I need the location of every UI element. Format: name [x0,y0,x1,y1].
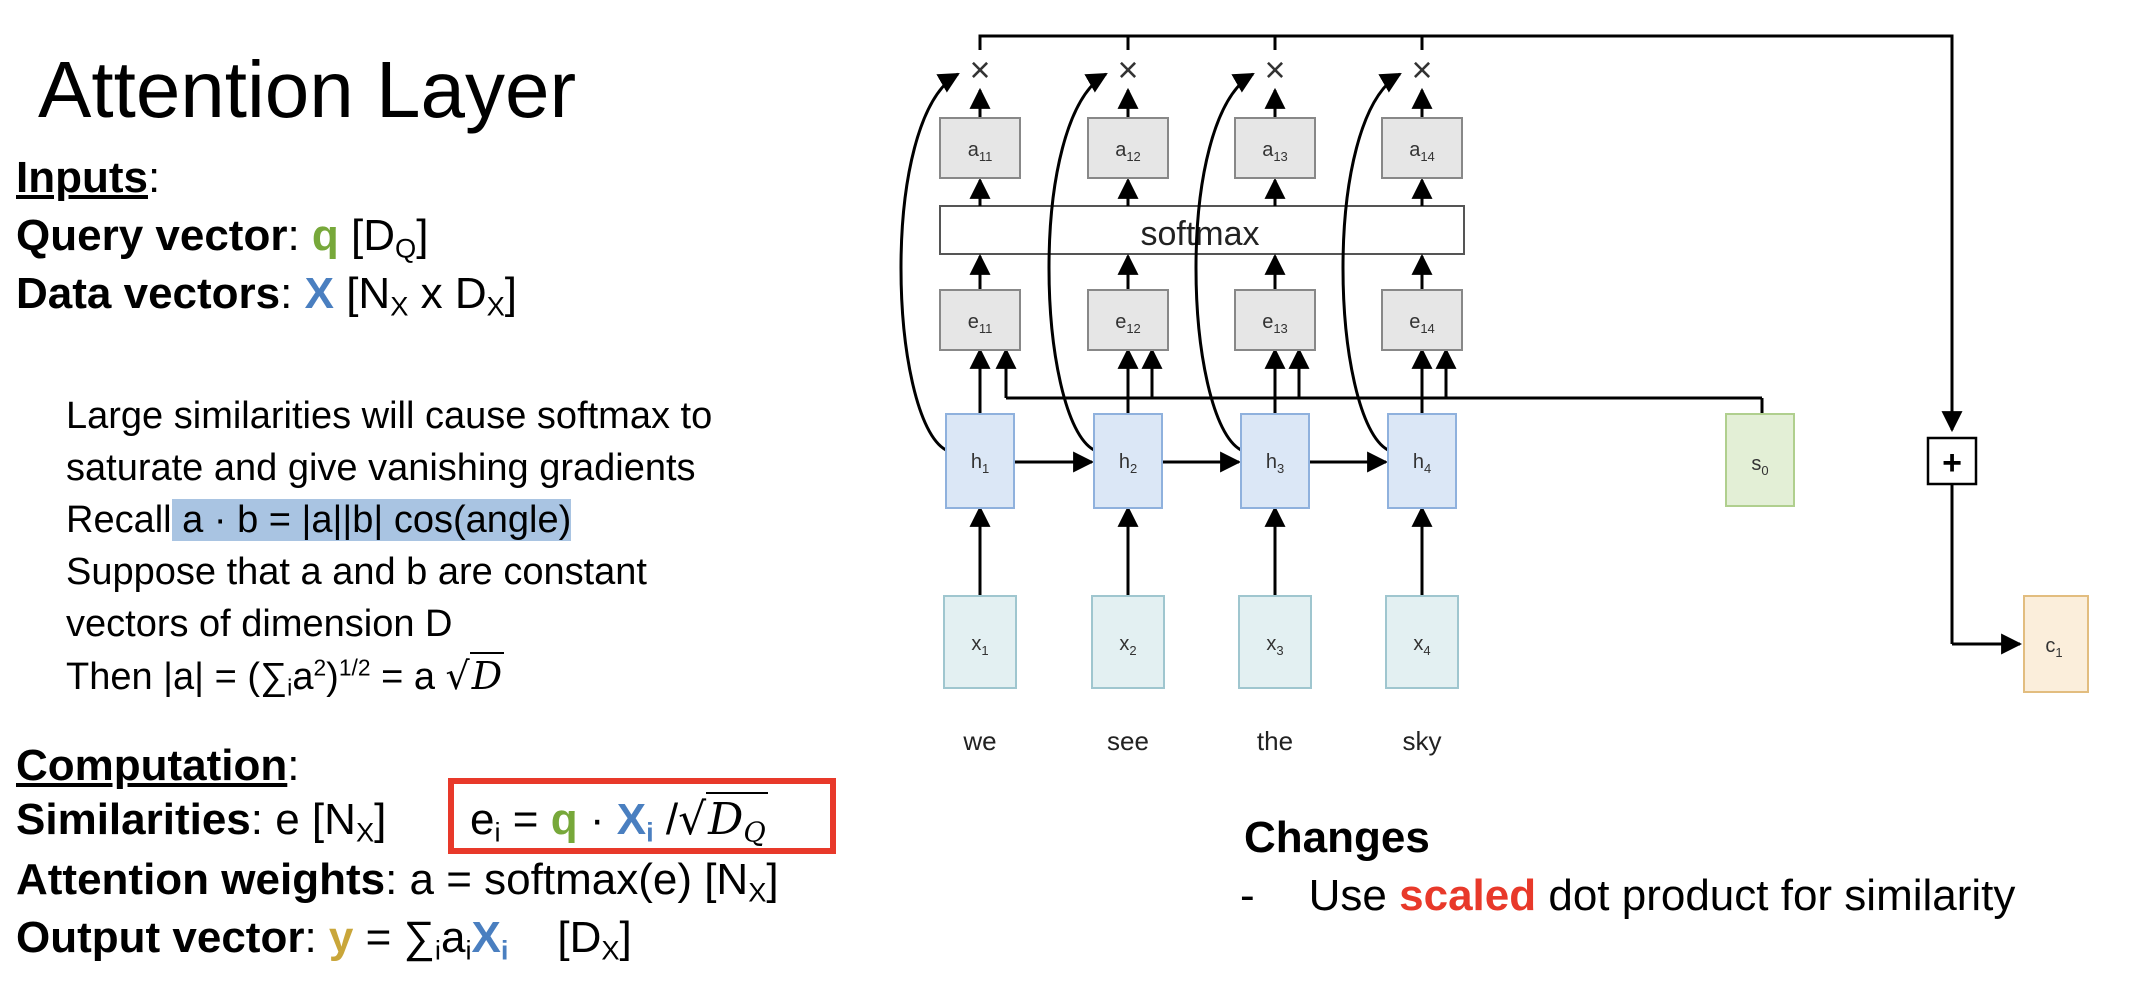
formula-eq: = [500,795,551,844]
output-y: y [328,913,354,962]
similarities-close: ] [374,795,387,844]
a3-box [1235,118,1315,178]
a2-box [1088,118,1168,178]
query-dim-close: ] [416,211,429,260]
note-line-5: vectors of dimension D [66,603,453,645]
a1-box [940,118,1020,178]
multiply-3-icon: × [1264,49,1286,90]
a1-label: $a_{11}$ [967,139,993,164]
a4-label: $a_{14}$ [1409,139,1435,164]
formula-x-sub: i [646,816,654,848]
data-sub2: X [486,290,505,322]
inputs-heading-line: Inputs: [16,153,161,202]
query-dim-open: [D [351,211,396,260]
c1-box [2024,596,2088,692]
softmax-label: softmax [1140,215,1260,253]
note-recall: Recall [66,499,172,541]
s0-label: $s_0$ [1751,453,1769,478]
cosine-formula-highlight: a · b = |a||b| cos(angle) [171,499,572,541]
output-a: a [440,913,466,962]
formula-q: q [550,795,578,844]
note-a: a [292,656,314,698]
c1-label: $c_1$ [2045,635,2063,660]
similarities-text: : e [N [250,795,356,844]
plus-label: + [1942,444,1962,482]
slide-title: Attention Layer [38,45,577,134]
similarities-label: Similarities [16,795,251,844]
x3-label: $x_3$ [1266,633,1284,658]
query-vector-line: Query vector: q $[D_Q]$ [16,211,429,264]
output-sub-i2: i [465,934,472,966]
attention-close: ] [766,855,779,904]
e1-box [940,290,1020,350]
sqrt-symbol: √ [445,654,470,698]
output-label: Output vector [16,913,305,962]
attention-sub: X [748,876,767,908]
attention-label: Attention weights [16,855,386,904]
note-line-1: Large similarities will cause softmax to [66,395,713,437]
computation-heading-line: Computation: [16,741,300,790]
output-dim: [D [508,913,602,962]
a4-box [1382,118,1462,178]
sqrt-radicand: D [471,654,503,698]
e2-label: $e_{12}$ [1115,311,1141,336]
inputs-heading: Inputs [16,153,148,202]
formula-e-sub: i [494,816,501,848]
data-mid: x D [408,269,487,318]
output-colon: : [304,913,329,962]
note-eq: = a [370,656,446,698]
changes-highlight: scaled [1399,871,1537,920]
e3-box [1235,290,1315,350]
word-4: sky [1402,726,1442,756]
multiply-4-icon: × [1411,49,1433,90]
e2-box [1088,290,1168,350]
formula-e: e [470,795,495,844]
changes-post: dot product for similarity [1536,871,2016,920]
e4-label: $e_{14}$ [1409,311,1435,336]
e3-label: $e_{13}$ [1262,311,1288,336]
query-dim-sub: Q [395,232,417,264]
formula-dot: · [577,795,617,844]
e1-label: $e_{11}$ [967,311,993,336]
query-symbol: q [311,211,339,260]
output-eq: = ∑ [353,913,435,962]
note-line-2: saturate and give vanishing gradients [66,447,696,489]
output-x: X [471,913,501,962]
formula-radicand: D [708,794,744,845]
similarities-sub: X [355,816,375,848]
output-dim-close: ] [619,913,632,962]
h3-label: $h_3$ [1265,451,1285,476]
note-line-4: Suppose that a and b are constant [66,551,647,593]
data-dim-open: [N [346,269,391,318]
attention-text: : a = softmax(e) [N [385,855,749,904]
output-sub-i: i [434,934,441,966]
bullet-dash: - [1240,871,1255,920]
data-label: Data vectors [16,269,281,318]
output-x-sub: i [500,934,509,966]
formula-root: √ [678,794,707,845]
changes-heading: Changes [1244,813,1430,862]
h2-label: $h_2$ [1118,451,1138,476]
formula-radicand-sub: Q [743,817,766,849]
data-vectors-line: Data vectors: X [$N_X$ x $D_X$] [16,269,518,322]
note-sup2: 2 [313,654,327,681]
x1-label: $x_1$ [971,633,989,658]
x2-label: $x_2$ [1119,633,1137,658]
data-dim-close: ] [504,269,518,318]
changes-pre: Use [1308,871,1400,920]
computation-heading: Computation [16,741,288,790]
x4-label: $x_4$ [1413,633,1431,658]
word-2: see [1107,726,1149,756]
h1-label: $h_1$ [970,451,990,476]
formula-slash: / [653,795,679,844]
note-sum-sub: i [287,674,293,701]
h4-label: $h_4$ [1412,451,1432,476]
query-label: Query vector [16,211,288,260]
note-then: Then |a| = ( [66,656,261,698]
word-1: we [963,726,997,756]
note-sum: ∑ [260,656,288,698]
e4-box [1382,290,1462,350]
a2-label: $a_{12}$ [1115,139,1141,164]
output-dim-sub: X [601,934,620,966]
word-3: the [1256,726,1294,756]
note-sup-half: 1/2 [338,654,371,681]
a3-label: $a_{13}$ [1262,139,1288,164]
note-close: ) [326,656,339,698]
data-symbol: X [304,269,334,318]
formula-x: X [616,795,647,844]
multiply-1-icon: × [969,49,991,90]
multiply-2-icon: × [1117,49,1139,90]
data-sub1: X [390,290,409,322]
